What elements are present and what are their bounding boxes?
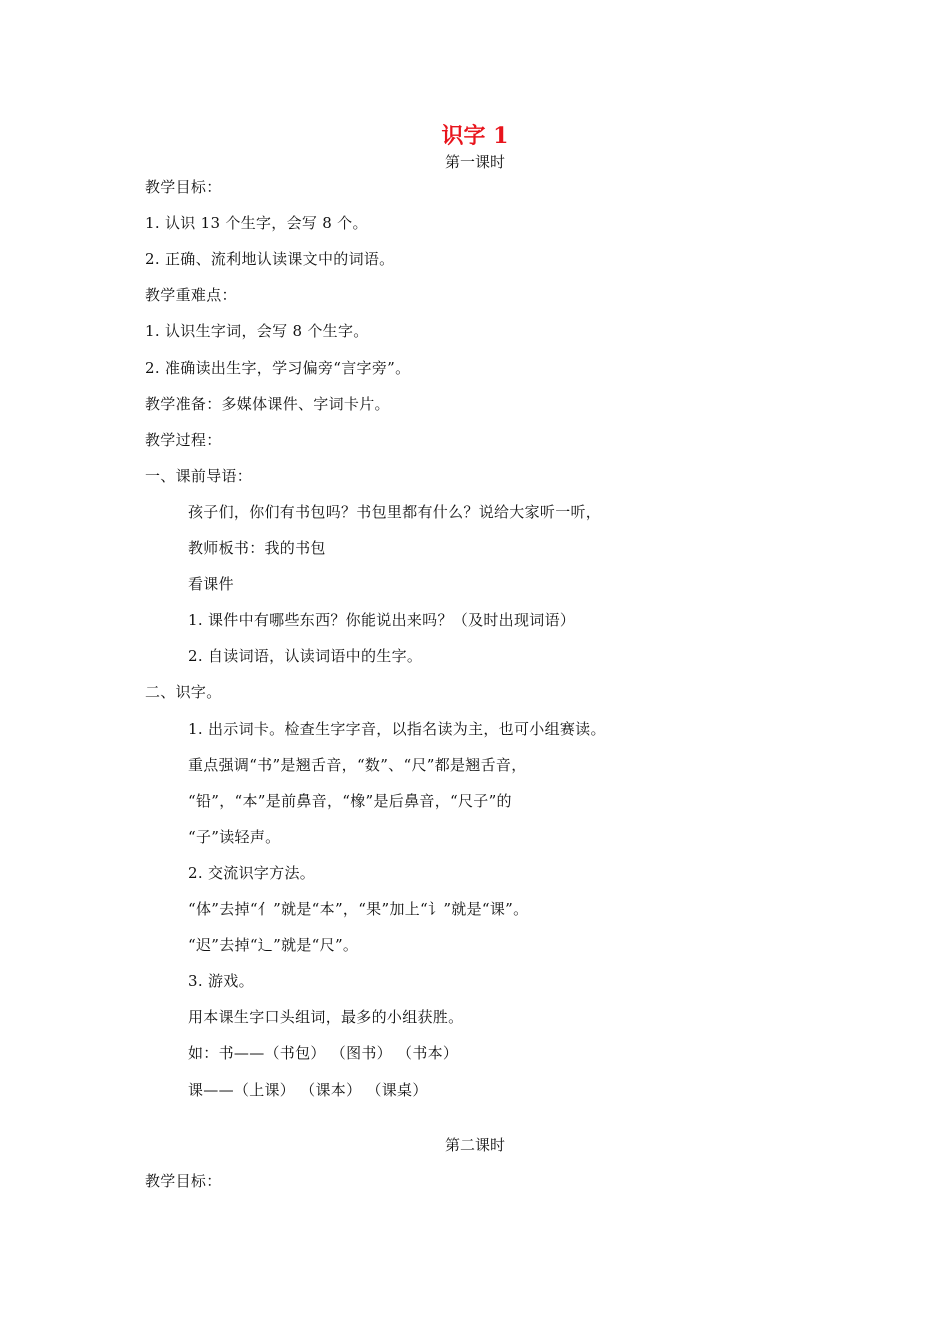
text-line: “体”去掉“亻”就是“本”，“果”加上“讠”就是“课”。 (188, 900, 529, 918)
text-line: 1. 课件中有哪些东西？你能说出来吗？（及时出现词语） (188, 611, 576, 629)
text-line: 2. 正确、流利地认读课文中的词语。 (145, 250, 395, 268)
text-line: 一、课前导语： (145, 467, 253, 485)
text-line: 教学目标： (145, 1172, 222, 1190)
text-line: 教学准备：多媒体课件、字词卡片。 (145, 395, 390, 413)
text-line: 重点强调“书”是翘舌音，“数”、“尺”都是翘舌音， (188, 756, 527, 774)
text-line: 二、识字。 (145, 683, 222, 701)
text-line: 课——（上课） （课本） （课桌） (188, 1081, 428, 1099)
text-line: “子”读轻声。 (188, 828, 281, 846)
lesson-2-heading: 第二课时 (444, 1136, 505, 1154)
text-line: 1. 认识 13 个生字，会写 8 个。 (145, 214, 368, 232)
text-line: 2. 交流识字方法。 (188, 864, 316, 882)
text-line: 教学重难点： (145, 286, 237, 304)
text-line: 2. 准确读出生字，学习偏旁“言字旁”。 (145, 359, 411, 377)
text-line: 1. 出示词卡。检查生字字音，以指名读为主，也可小组赛读。 (188, 720, 606, 738)
text-line: 如：书——（书包） （图书） （书本） (188, 1044, 459, 1062)
text-line: 1. 认识生字词，会写 8 个生字。 (145, 322, 369, 340)
text-line: “迟”去掉“辶”就是“尺”。 (188, 936, 359, 954)
text-line: “铅”，“本”是前鼻音，“橡”是后鼻音，“尺子”的 (188, 792, 512, 810)
text-line: 教学过程： (145, 431, 222, 449)
text-line: 用本课生字口头组词，最多的小组获胜。 (188, 1008, 464, 1026)
text-line: 2. 自读词语，认读词语中的生字。 (188, 647, 423, 665)
document-title: 识字 1 (441, 123, 509, 149)
lesson-1-heading: 第一课时 (444, 153, 505, 171)
text-line: 3. 游戏。 (188, 972, 254, 990)
text-line: 看课件 (188, 575, 234, 593)
text-line: 教师板书：我的书包 (188, 539, 326, 557)
text-line: 教学目标： (145, 178, 222, 196)
text-line: 孩子们，你们有书包吗？书包里都有什么？说给大家听一听， (188, 503, 602, 521)
